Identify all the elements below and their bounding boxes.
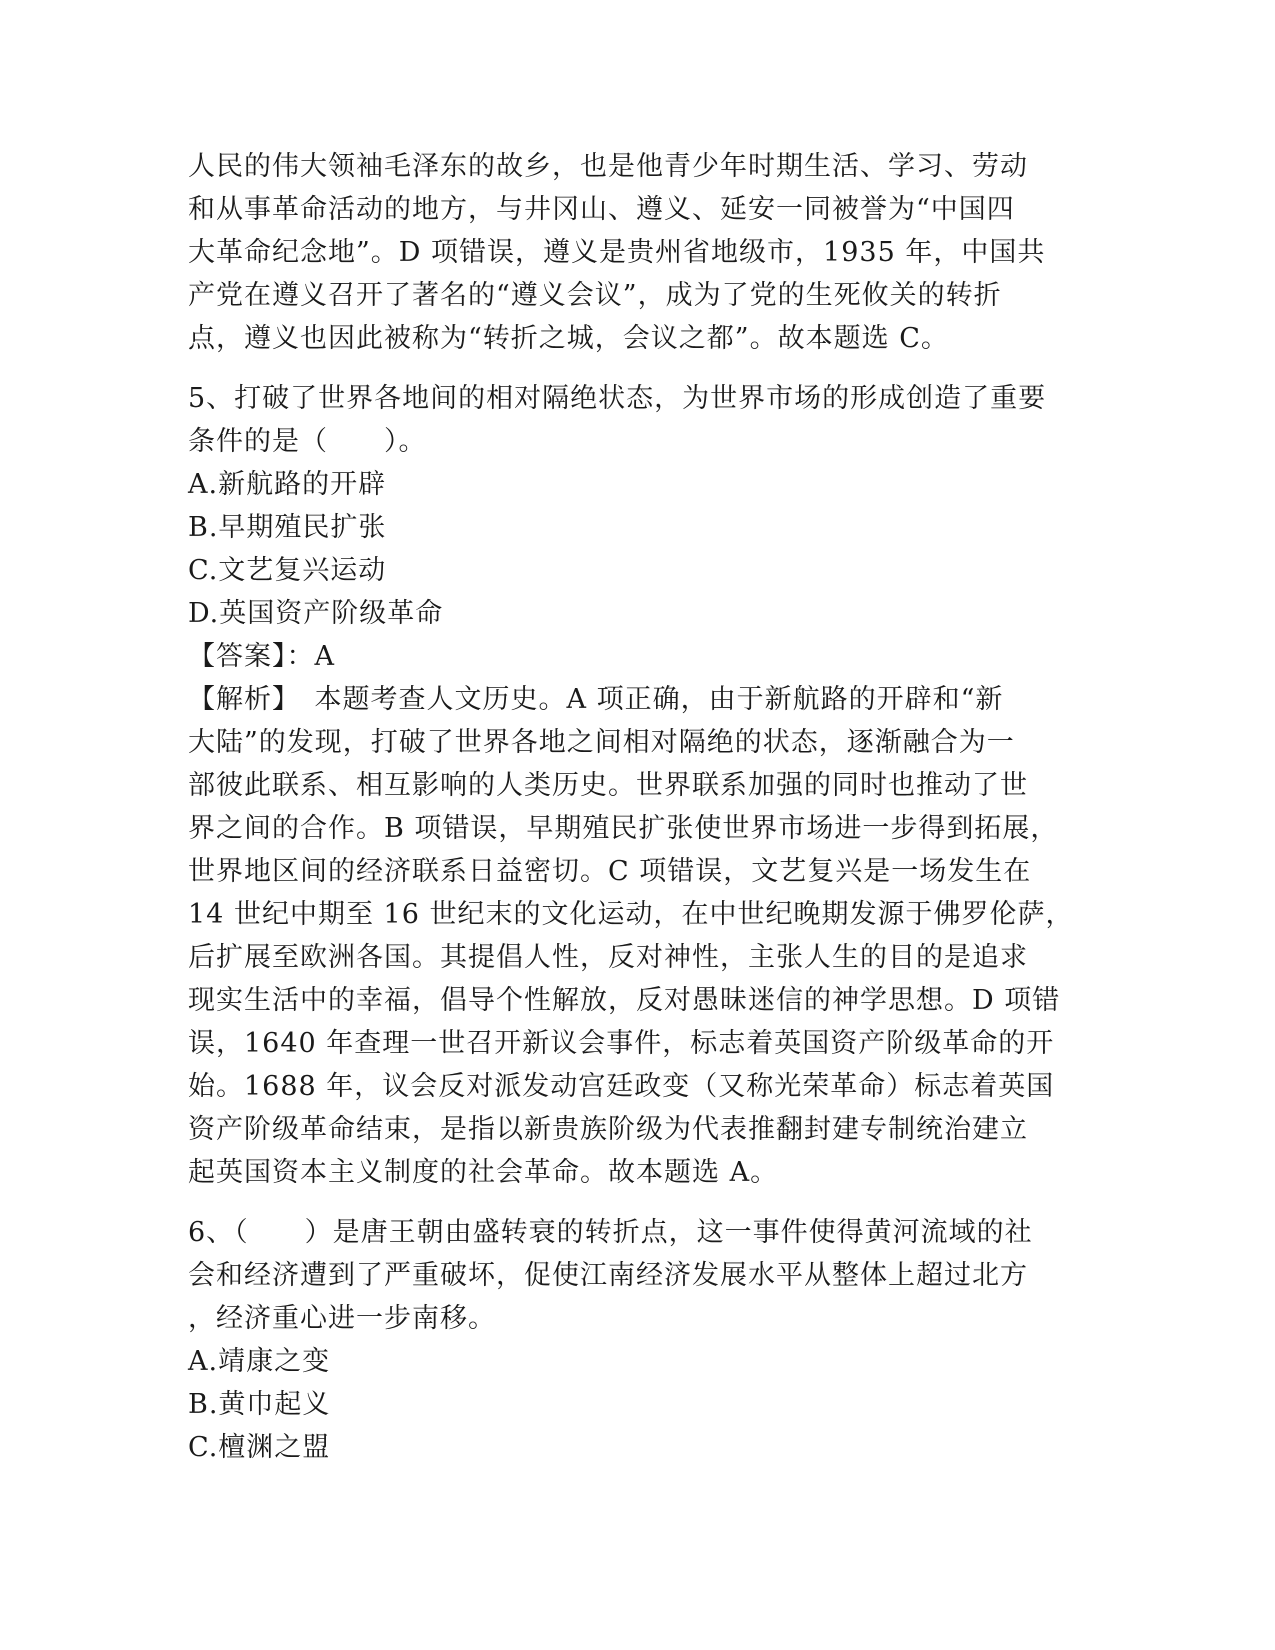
option-b: B.早期殖民扩张: [188, 512, 387, 543]
document-page: [188, 145, 1088, 1469]
text-line: 大革命纪念地”。D 项错误，遵义是贵州省地级市，1935 年，中国共: [188, 237, 1046, 268]
text-line: 点，遵义也因此被称为“转折之城，会议之都”。故本题选 C。: [188, 323, 949, 354]
option-d: D.英国资产阶级革命: [188, 598, 444, 629]
explanation-line: 界之间的合作。B 项错误，早期殖民扩张使世界市场进一步得到拓展，: [188, 813, 1059, 844]
explanation-line: 资产阶级革命结束，是指以新贵族阶级为代表推翻封建专制统治建立: [188, 1114, 1028, 1145]
explanation-line: 误，1640 年查理一世召开新议会事件，标志着英国资产阶级革命的开: [188, 1028, 1055, 1059]
question-stem: 6、（ ）是唐王朝由盛转衰的转折点，这一事件使得黄河流域的社: [188, 1217, 1033, 1248]
text-line: 产党在遵义召开了著名的“遵义会议”，成为了党的生死攸关的转折: [188, 280, 1002, 311]
option-b: B.黄巾起义: [188, 1389, 331, 1420]
answer-line: 【答案】：A: [188, 641, 335, 672]
question-stem: 5、打破了世界各地间的相对隔绝状态，为世界市场的形成创造了重要: [188, 383, 1047, 414]
question-6: [188, 1211, 1088, 1469]
spacer: [188, 360, 1088, 377]
text-line: 和从事革命活动的地方，与井冈山、遵义、延安一同被誉为“中国四: [188, 194, 1015, 225]
explanation-line: 部彼此联系、相互影响的人类历史。世界联系加强的同时也推动了世: [188, 770, 1028, 801]
explanation-line: 大陆”的发现，打破了世界各地之间相对隔绝的状态，逐渐融合为一: [188, 727, 1015, 758]
explanation-line: 世界地区间的经济联系日益密切。C 项错误，文艺复兴是一场发生在: [188, 856, 1032, 887]
previous-explanation: [188, 145, 1088, 360]
question-stem: 条件的是（ ）。: [188, 426, 427, 457]
explanation-line: 后扩展至欧洲各国。其提倡人性，反对神性，主张人生的目的是追求: [188, 942, 1028, 973]
option-a: A.新航路的开辟: [188, 469, 387, 500]
explanation-line: 【解析】 本题考查人文历史。A 项正确，由于新航路的开辟和“新: [188, 684, 1004, 715]
option-c: C.檀渊之盟: [188, 1432, 331, 1463]
explanation-line: 14 世纪中期至 16 世纪末的文化运动，在中世纪晚期发源于佛罗伦萨，: [188, 899, 1074, 930]
question-stem: ，经济重心进一步南移。: [188, 1303, 496, 1334]
question-stem: 会和经济遭到了严重破坏，促使江南经济发展水平从整体上超过北方: [188, 1260, 1028, 1291]
question-5: [188, 377, 1088, 1194]
spacer: [188, 1194, 1088, 1211]
explanation-line: 始。1688 年，议会反对派发动宫廷政变（又称光荣革命）标志着英国: [188, 1071, 1055, 1102]
explanation-line: 现实生活中的幸福，倡导个性解放，反对愚昧迷信的神学思想。D 项错: [188, 985, 1061, 1016]
explanation-line: 起英国资本主义制度的社会革命。故本题选 A。: [188, 1157, 779, 1188]
option-a: A.靖康之变: [188, 1346, 331, 1377]
option-c: C.文艺复兴运动: [188, 555, 387, 586]
text-line: 人民的伟大领袖毛泽东的故乡，也是他青少年时期生活、学习、劳动: [188, 151, 1028, 182]
